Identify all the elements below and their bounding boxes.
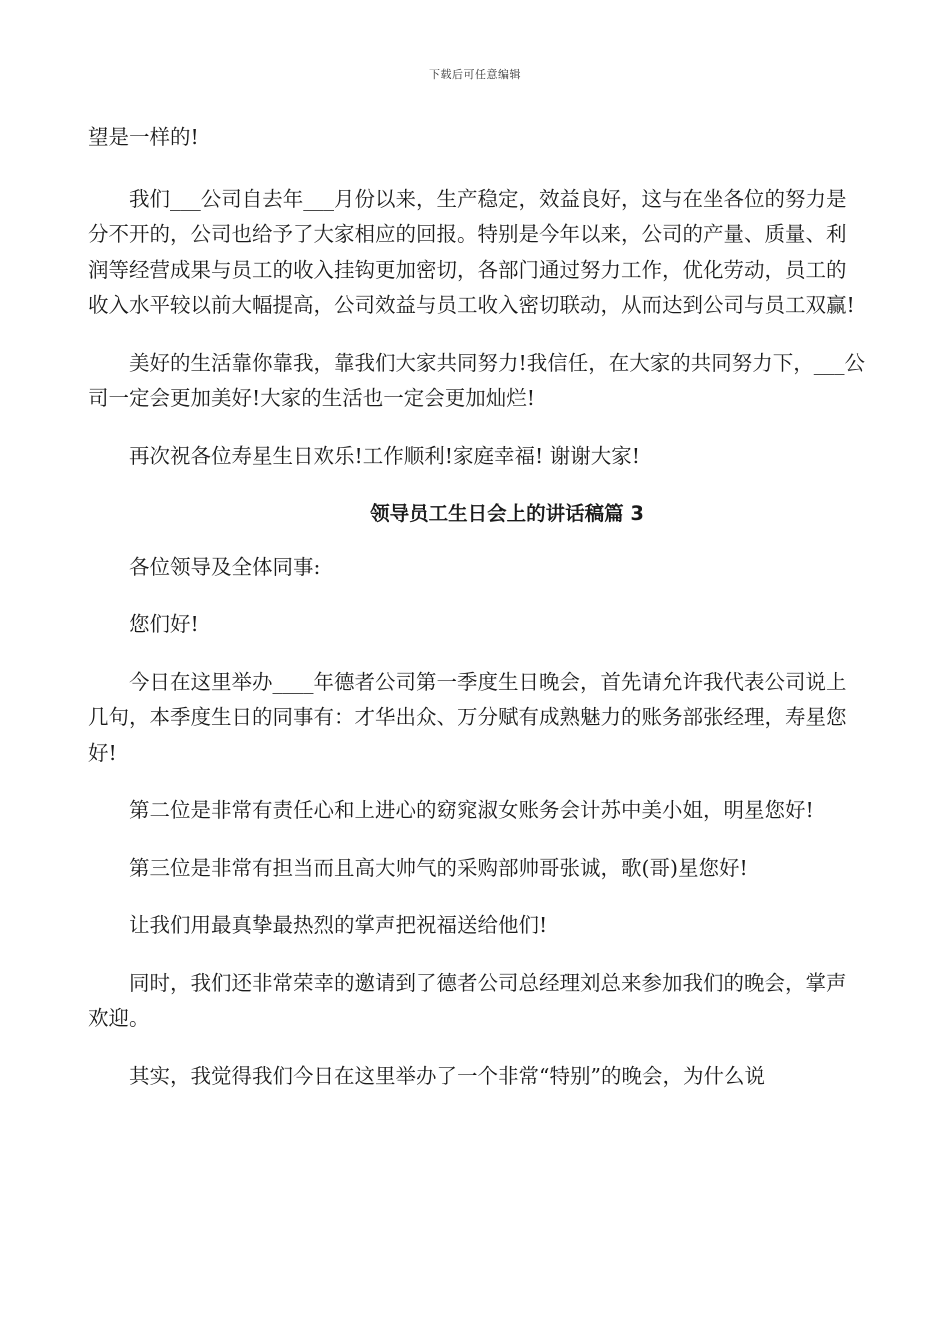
paragraph-company-performance: 我们___公司自去年___月份以来，生产稳定，效益良好，这与在坐各位的努力是分不开的，公司也给予了大家相应的回报。特别是今年以来，公司的产量、质量、利润等经营成果与员工的收入挂钩更加密切，各部门通过努力工作，优化劳动，员工的收入水平较以前大幅提高，公司效益与员工收入密切联动，从而达到公司与员工双赢!	[88, 186, 855, 317]
paragraph-applause: 让我们用最真挚最热烈的掌声把祝福送给他们!	[129, 913, 548, 937]
paragraph-salutation: 各位领导及全体同事:	[129, 554, 321, 579]
paragraph-third-person: 第三位是非常有担当而且高大帅气的采购部帅哥张诚，歌(哥)星您好!	[129, 855, 748, 880]
paragraph-greeting: 您们好!	[129, 612, 199, 636]
paragraph-birthday-wishes: 再次祝各位寿星生日欢乐!工作顺利!家庭幸福! 谢谢大家!	[129, 443, 640, 468]
paragraph-second-person: 第二位是非常有责任心和上进心的窈窕淑女账务会计苏中美小姐，明星您好!	[129, 798, 814, 822]
paragraph-better-life: 美好的生活靠你靠我，靠我们大家共同努力!我信任，在大家的共同努力下，___公司一定会更加美好!大家的生活也一定会更加灿烂!	[88, 350, 865, 410]
section-heading: 领导员工生日会上的讲话稿篇 3	[370, 502, 644, 525]
page-header-note: 下载后可任意编辑	[429, 68, 521, 81]
paragraph-special-party: 其实，我觉得我们今日在这里举办了一个非常“特别”的晚会，为什么说	[129, 1063, 765, 1088]
paragraph-continuation: 望是一样的!	[88, 125, 199, 149]
paragraph-general-manager: 同时，我们还非常荣幸的邀请到了德者公司总经理刘总来参加我们的晚会，掌声欢迎。	[88, 970, 847, 1030]
document-body	[88, 120, 866, 1094]
paragraph-opening: 今日在这里举办____年德者公司第一季度生日晚会，首先请允许我代表公司说上几句，本季度生日的同事有：才华出众、万分赋有成熟魅力的账务部张经理，寿星您好!	[88, 669, 847, 765]
